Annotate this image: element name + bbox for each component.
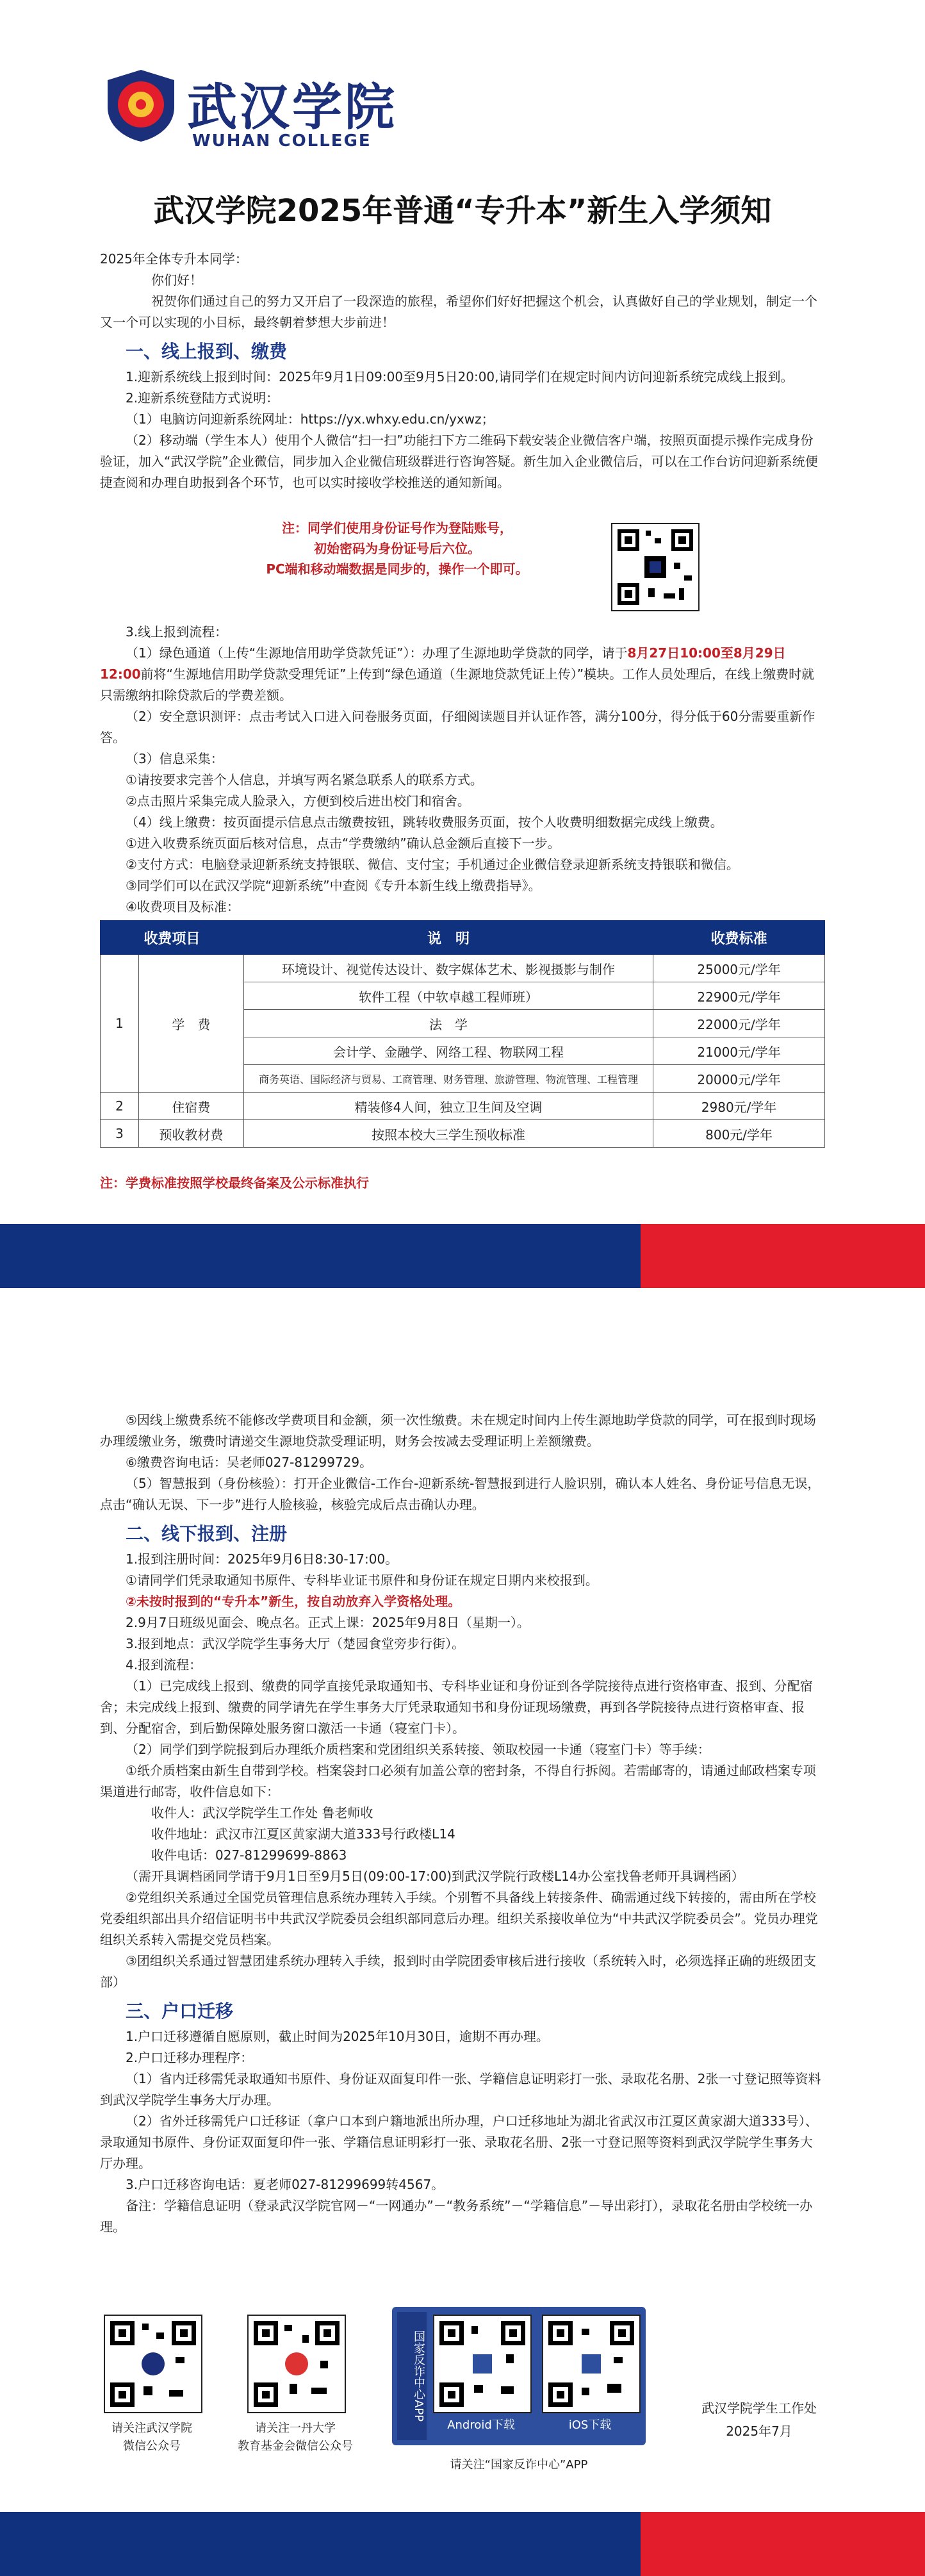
online-time: 1.迎新系统线上报到时间：2025年9月1日09:00至9月5日20:00,请同学们在规定时间内访问迎新系统完成线上报到。: [126, 369, 794, 384]
qr1-caption: 请关注武汉学院 微信公众号: [111, 2422, 192, 2453]
tuition-desc: 环境设计、视觉传达设计、数字媒体艺术、影视摄影与制作: [243, 955, 653, 982]
bottom-band-red: [641, 2512, 925, 2576]
mail-phone: 收件电话：027-81299699-8863: [151, 1847, 347, 1863]
login-note-line1: 注：同学们使用身份证号作为登陆账号，: [282, 520, 512, 536]
tuition-fee: 21000元/学年: [653, 1037, 825, 1065]
hukou-remark: 备注：学籍信息证明（登录武汉学院官网－“一网通办”－“教务系统”－“学籍信息”－导出彩打），录取花名册由学校统一办理。: [100, 2198, 813, 2234]
online-process: [100, 622, 825, 918]
row-desc: 按照本校大三学生预收标准: [243, 1120, 653, 1148]
payment-item-5: ⑤因线上缴费系统不能修改学费项目和金额，须一次性缴费。未在规定时间内上传生源地助学贷款的同学，可在报到时现场办理缓缴业务，缴费时请递交生源地贷款受理证明，财务会按减去受理证明上差额缴费。: [100, 1412, 816, 1449]
hukou-out-province: （2）省外迁移需凭户口迁移证（拿户口本到户籍地派出所办理，户口迁移地址为湖北省武汉市江夏区黄家湖大道333号）、录取通知书原件、身份证双面复印件一张、学籍信息证明彩打一张、录取花名册、2张一寸登记照等资料到武汉学院学生事务大厅办理。: [100, 2113, 818, 2171]
payment-item-1: ①进入收费系统页面后核对信息，点击“学费缴纳”确认总金额后直接下一步。: [126, 836, 561, 851]
payment-item-2: ②支付方式：电脑登录迎新系统支持银联、微信、支付宝；手机通过企业微信登录迎新系统支持银联和微信。: [126, 857, 739, 872]
tuition-fee: 20000元/学年: [653, 1065, 825, 1093]
page-title: 武汉学院2025年普通“专升本”新生入学须知: [153, 193, 772, 229]
row-fee: 800元/学年: [653, 1120, 825, 1148]
green-channel: [100, 643, 825, 706]
archive-note: ①纸介质档案由新生自带到学校。档案袋封口必须有加盖公章的密封条，不得自行拆阅。若需邮寄的，请通过邮政档案专项渠道进行邮寄，收件信息如下：: [100, 1763, 816, 1799]
page-break-band-blue: [0, 1224, 641, 1288]
payment-item-4: ④收费项目及标准：: [126, 899, 240, 914]
league-transfer: ③团组织关系通过智慧团建系统办理转入手续，报到时由学院团委审核后进行接收（系统转入时，必须选择正确的班级团支部）: [100, 1953, 816, 1990]
hukou-procedure: 2.户口迁移办理程序：: [126, 2050, 254, 2065]
login-note-line2: 初始密码为身份证号后六位。: [314, 541, 480, 556]
issuing-department: 武汉学院学生工作处: [701, 2400, 817, 2416]
qr2-caption: 请关注一丹大学 教育基金会微信公众号: [238, 2422, 353, 2453]
section-heading-online: 一、线上报到、缴费: [126, 341, 288, 362]
check-in-location: 3.报到地点：武汉学院学生事务大厅（楚园食堂旁步行街）。: [126, 1636, 465, 1651]
college-name-cn: 武汉学院: [187, 78, 398, 136]
tuition-desc: 法 学: [243, 1010, 653, 1037]
green-channel-date-range: 10:00至8月29日12:00: [100, 645, 786, 682]
login-method: 2.迎新系统登陆方式说明：: [126, 390, 279, 406]
fee-note: 注：学费标准按照学校最终备案及公示标准执行: [100, 1175, 369, 1191]
anti-fraud-android-qr: [433, 2315, 532, 2413]
info-item-2: ②点击照片采集完成人脸录入，方便到校后进出校门和宿舍。: [126, 793, 470, 809]
android-download-label: Android下载: [447, 2418, 515, 2432]
online-payment: （4）线上缴费：按页面提示信息点击缴费按钮，跳转收费服务页面，按个人收费明细数据完成线上缴费。: [126, 814, 723, 830]
smart-check-in: （5）智慧报到（身份核验）：打开企业微信-工作台-迎新系统-智慧报到进行人脸识别，确认本人姓名、身份证号信息无误，点击“确认无误、下一步”进行人脸核验，核验完成后点击确认办理。: [100, 1476, 821, 1512]
hukou-deadline: 1.户口迁移遵循自愿原则，截止时间为2025年10月30日，逾期不再办理。: [126, 2029, 549, 2044]
college-logo-emblem: [102, 67, 179, 147]
header-desc: 说 明: [243, 921, 653, 955]
ios-download-label: iOS下载: [568, 2418, 612, 2432]
table-row: [101, 1120, 825, 1148]
anti-fraud-ios-qr: [542, 2315, 641, 2413]
bottom-band-blue: [0, 2512, 641, 2576]
process-step-1: （1）已完成线上报到、缴费的同学直接凭录取通知书、专科毕业证和身份证到各学院接待点进行资格审查、报到、分配宿舍；未完成线上报到、缴费的同学请先在学生事务大厅凭录取通知书和身份证现场缴费，再到各学院接待点进行资格审查、报到、分配宿舍，到后勤保障处服务窗口激活一卡通（寝室门卡）。: [100, 1678, 813, 1736]
row-desc: 精装修4人间，独立卫生间及空调: [243, 1093, 653, 1120]
header-fee: 收费标准: [653, 921, 825, 955]
section-2-body: [100, 1410, 825, 2238]
row-item: 预收教材费: [138, 1120, 243, 1148]
info-item-1: ①请按要求完善个人信息，并填写两名紧急联系人的联系方式。: [126, 772, 483, 788]
tuition-label: 学 费: [138, 955, 243, 1093]
green-channel-text: （1）绿色通道（上传“生源地信用助学贷款凭证”）：办理了生源地助学贷款的同学，请于: [126, 645, 628, 661]
college-name-en: WUHAN COLLEGE: [192, 131, 372, 151]
hello: 你们好！: [151, 272, 202, 288]
process-heading: 3.线上报到流程：: [126, 624, 228, 640]
table-row: [101, 1093, 825, 1120]
pc-login: （1）电脑访问迎新系统网址：https://yx.whxy.edu.cn/yxwz；: [126, 411, 495, 427]
process-step-2: （2）同学们到学院报到后办理纸介质档案和党团组织关系转接、领取校园一卡通（寝室门卡）等手续：: [126, 1742, 710, 1757]
payment-hotline: ⑥缴费咨询电话：吴老师027-81299729。: [126, 1455, 373, 1470]
tuition-no: 1: [101, 955, 139, 1093]
issue-date: 2025年7月: [726, 2423, 792, 2439]
login-note: [218, 518, 577, 579]
tuition-fee: 22000元/学年: [653, 1010, 825, 1037]
mail-recipient: 收件人：武汉学院学生工作处 鲁老师收: [151, 1805, 373, 1821]
fee-table-header: [101, 921, 825, 955]
row-no: 3: [101, 1120, 139, 1148]
hukou-hotline: 3.户口迁移咨询电话：夏老师027-81299699转4567。: [126, 2177, 445, 2192]
row-no: 2: [101, 1093, 139, 1120]
offline-item-2: ②未按时报到的“专升本”新生，按自动放弃入学资格处理。: [126, 1594, 461, 1609]
yidan-foundation-wechat-qr: [247, 2315, 346, 2413]
safety-test: （2）安全意识测评：点击考试入口进入问卷服务页面，仔细阅读题目并认证作答，满分100分，得分低于60分需要重新作答。: [100, 709, 815, 745]
anti-fraud-caption: 请关注“国家反诈中心”APP: [450, 2458, 588, 2472]
tuition-desc: 会计学、金融学、网络工程、物联网工程: [243, 1037, 653, 1065]
offline-item-1: ①请同学们凭录取通知书原件、专科毕业证书原件和身份证在规定日期内来校报到。: [126, 1573, 598, 1588]
section-1-body: [100, 249, 825, 493]
payment-item-3: ③同学们可以在武汉学院“迎新系统”中查阅《专升本新生线上缴费指导》。: [126, 878, 541, 893]
wework-qr-code: [611, 523, 700, 611]
wuhan-college-wechat-qr: [104, 2315, 202, 2413]
class-meeting: 2.9月7日班级见面会、晚点名。正式上课：2025年9月8日（星期一）。: [126, 1615, 530, 1630]
anti-fraud-side-label: 国家反诈中心APP: [397, 2312, 427, 2440]
hukou-in-province: （1）省内迁移需凭录取通知书原件、身份证双面复印件一张、学籍信息证明彩打一张、录取花名册、2张一寸登记照等资料到武汉学院学生事务大厅办理。: [100, 2071, 821, 2108]
offline-time: 1.报到注册时间：2025年9月6日8:30-17:00。: [126, 1551, 398, 1567]
party-transfer: ②党组织关系通过全国党员管理信息系统办理转入手续。个别暂不具备线上转接条件、确需通过线下转接的，需由所在学校党委组织部出具介绍信证明书中共武汉学院委员会组织部同意后办理。组织关系接收单位为“中共武汉学院委员会”。党员办理党组织关系转入需提交党员档案。: [100, 1890, 818, 1947]
greeting: 2025年全体专升本同学：: [100, 251, 248, 267]
mail-address: 收件地址：武汉市江夏区黄家湖大道333号行政楼L14: [151, 1826, 455, 1842]
table-row: [101, 955, 825, 982]
tuition-desc: 商务英语、国际经济与贸易、工商管理、财务管理、旅游管理、物流管理、工程管理: [243, 1065, 653, 1093]
intro-paragraph: 祝贺你们通过自己的努力又开启了一段深造的旅程，希望你们好好把握这个机会，认真做好自己的学业规划，制定一个又一个可以实现的小目标，最终朝着梦想大步前进！: [100, 293, 817, 330]
login-note-line3: PC端和移动端数据是同步的，操作一个即可。: [266, 561, 528, 577]
green-channel-date-start: 8月27日: [627, 645, 680, 661]
tuition-desc: 软件工程（中软卓越工程师班）: [243, 982, 653, 1010]
section-heading-hukou: 三、户口迁移: [126, 2001, 234, 2022]
page-break-band-red: [641, 1224, 925, 1288]
row-fee: 2980元/学年: [653, 1093, 825, 1120]
tuition-fee: 25000元/学年: [653, 955, 825, 982]
mobile-login: （2）移动端（学生本人）使用个人微信“扫一扫”功能扫下方二维码下载安装企业微信客户端，按照页面提示操作完成身份验证，加入“武汉学院”企业微信，同步加入企业微信班级群进行咨询答疑。新生加入企业微信后，可以在工作台访问迎新系统便捷查阅和办理自助报到各个环节，也可以实时接收学校推送的通知新闻。: [100, 433, 818, 490]
transfer-letter-note: （需开具调档函同学请于9月1日至9月5日(09:00-17:00)到武汉学院行政楼L14办公室找鲁老师开具调档函）: [126, 1869, 744, 1884]
green-channel-text-rest: 前将“生源地信用助学贷款受理凭证”上传到“绿色通道（生源地贷款凭证上传）”模块。工作人员处理后，在线上缴费时就只需缴纳扣除贷款后的学费差额。: [100, 666, 815, 703]
fee-table: [100, 920, 825, 1148]
header-item: 收费项目: [101, 921, 244, 955]
tuition-fee: 22900元/学年: [653, 982, 825, 1010]
section-heading-offline: 二、线下报到、注册: [126, 1523, 288, 1544]
row-item: 住宿费: [138, 1093, 243, 1120]
check-in-process: 4.报到流程：: [126, 1657, 202, 1672]
info-collection: （3）信息采集：: [126, 751, 224, 766]
